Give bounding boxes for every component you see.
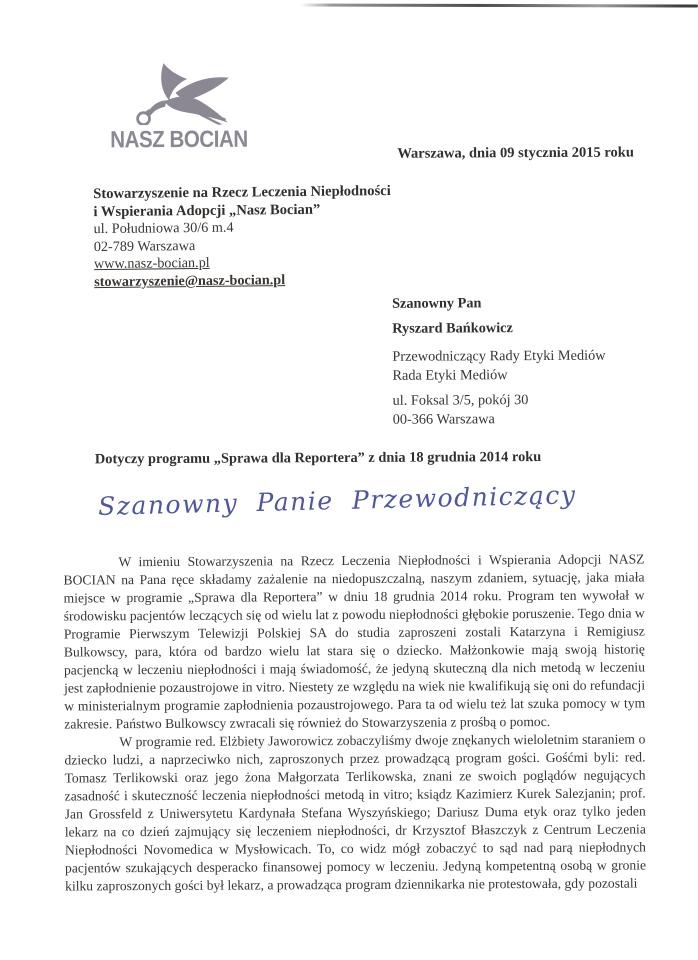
recipient-name: Ryszard Bańkowicz xyxy=(392,320,513,337)
handwritten-greeting: Szanowny Panie Przewodniczący xyxy=(97,480,577,521)
recipient-title-line2: Rada Etyki Mediów xyxy=(392,367,508,384)
letter-date: Warszawa, dnia 09 stycznia 2015 roku xyxy=(397,144,634,162)
logo xyxy=(110,60,260,154)
sender-block xyxy=(93,183,392,292)
recipient-salutation: Szanowny Pan xyxy=(392,295,482,312)
sender-city: 02-789 Warszawa xyxy=(93,237,196,255)
logo-text: NASZ BOCIAN xyxy=(110,126,248,154)
body-paragraph-2: W programie red. Elżbiety Jaworowicz zobaczyliśmy dwoje znękanych wieloletnim staraniem o dziecko ludzi, a naprzeciwko nich, zaproszonych przez prowadzącą program gości. Gośćmi byli: red. Tomasz Terlikowski oraz jego żona Małgorzata Terlikowska, znani ze swoich poglądów negujących zasadność i skuteczność leczenia niepłodności metodą in vitro; ksiądz Kazimierz Kurek Salezjanin; prof. Jan Grossfeld z Uniwersytetu Kardynała Stefana Wyszyńskiego; Dariusz Duma etyk oraz tylko jeden lekarz na co dzień zajmujący się leczeniem niepłodności, dr Krzysztof Błaszczyk z Centrum Leczenia Niepłodności Novomedica w Mysłowicach. To, co widz mógł zobaczyć to sąd nad parą niepłodnych pacjentów szukających desperacko finansowej pomocy w leczeniu. Jedyną kompetentną osobą w gronie kilku zaproszonych gości był lekarz, a prowadząca program dziennikarka nie protestowała, gdy pozostali xyxy=(64,731,647,894)
recipient-city: 00-366 Warszawa xyxy=(392,411,495,428)
stork-logo-icon xyxy=(134,61,234,126)
sender-website: www.nasz-bocian.pl xyxy=(93,255,210,273)
sender-email: stowarzyszenie@nasz-bocian.pl xyxy=(94,272,286,291)
sender-org-line2: i Wspierania Adopcji „Nasz Bocian” xyxy=(93,201,321,220)
body-paragraph-1: W imieniu Stowarzyszenia na Rzecz Leczenia Niepłodności i Wspierania Adopcji NASZ BOCIAN na Pana ręce składamy zażalenie na niedopuszczalną, naszym zdaniem, sytuację, jaka miała miejsce w programie „Sprawa dla Reportera” w dniu 18 grudnia 2014 roku. Program ten wywołał w środowisku pacjentów leczących się od wielu lat z powodu niepłodności głębokie poruszenie. Tego dnia w Programie Pierwszym Telewizji Polskiej SA do studia zaproszeni zostali Katarzyna i Remigiusz Bulkowscy, para, która od bardzo wielu lat stara się o dziecko. Małżonkowie mają swoją historię pacjencką w leczeniu niepłodności i mają świadomość, że jedyną skuteczną dla nich metodą w leczeniu jest zapłodnienie pozaustrojowe in vitro. Niestety ze względu na wiek nie kwalifikują się oni do refundacji w ministerialnym programie zapłodnienia pozaustrojowego. Para ta od wielu też lat szuka pomocy w tym zakresie. Państwo Bulkowscy zwracali się również do Stowarzyszenia z prośbą o pomoc. xyxy=(63,551,646,732)
recipient-street: ul. Foksal 3/5, pokój 30 xyxy=(392,392,529,409)
letter-body xyxy=(63,550,646,895)
recipient-title-line1: Przewodniczący Rady Etyki Mediów xyxy=(392,347,606,365)
sender-street: ul. Południowa 30/6 m.4 xyxy=(93,219,234,238)
recipient-block xyxy=(392,294,606,430)
sender-org-line1: Stowarzyszenie na Rzecz Leczenia Niepłodności xyxy=(93,182,391,203)
subject-line: Dotyczy programu „Sprawa dla Reportera” z dnia 18 grudnia 2014 roku xyxy=(94,448,542,468)
